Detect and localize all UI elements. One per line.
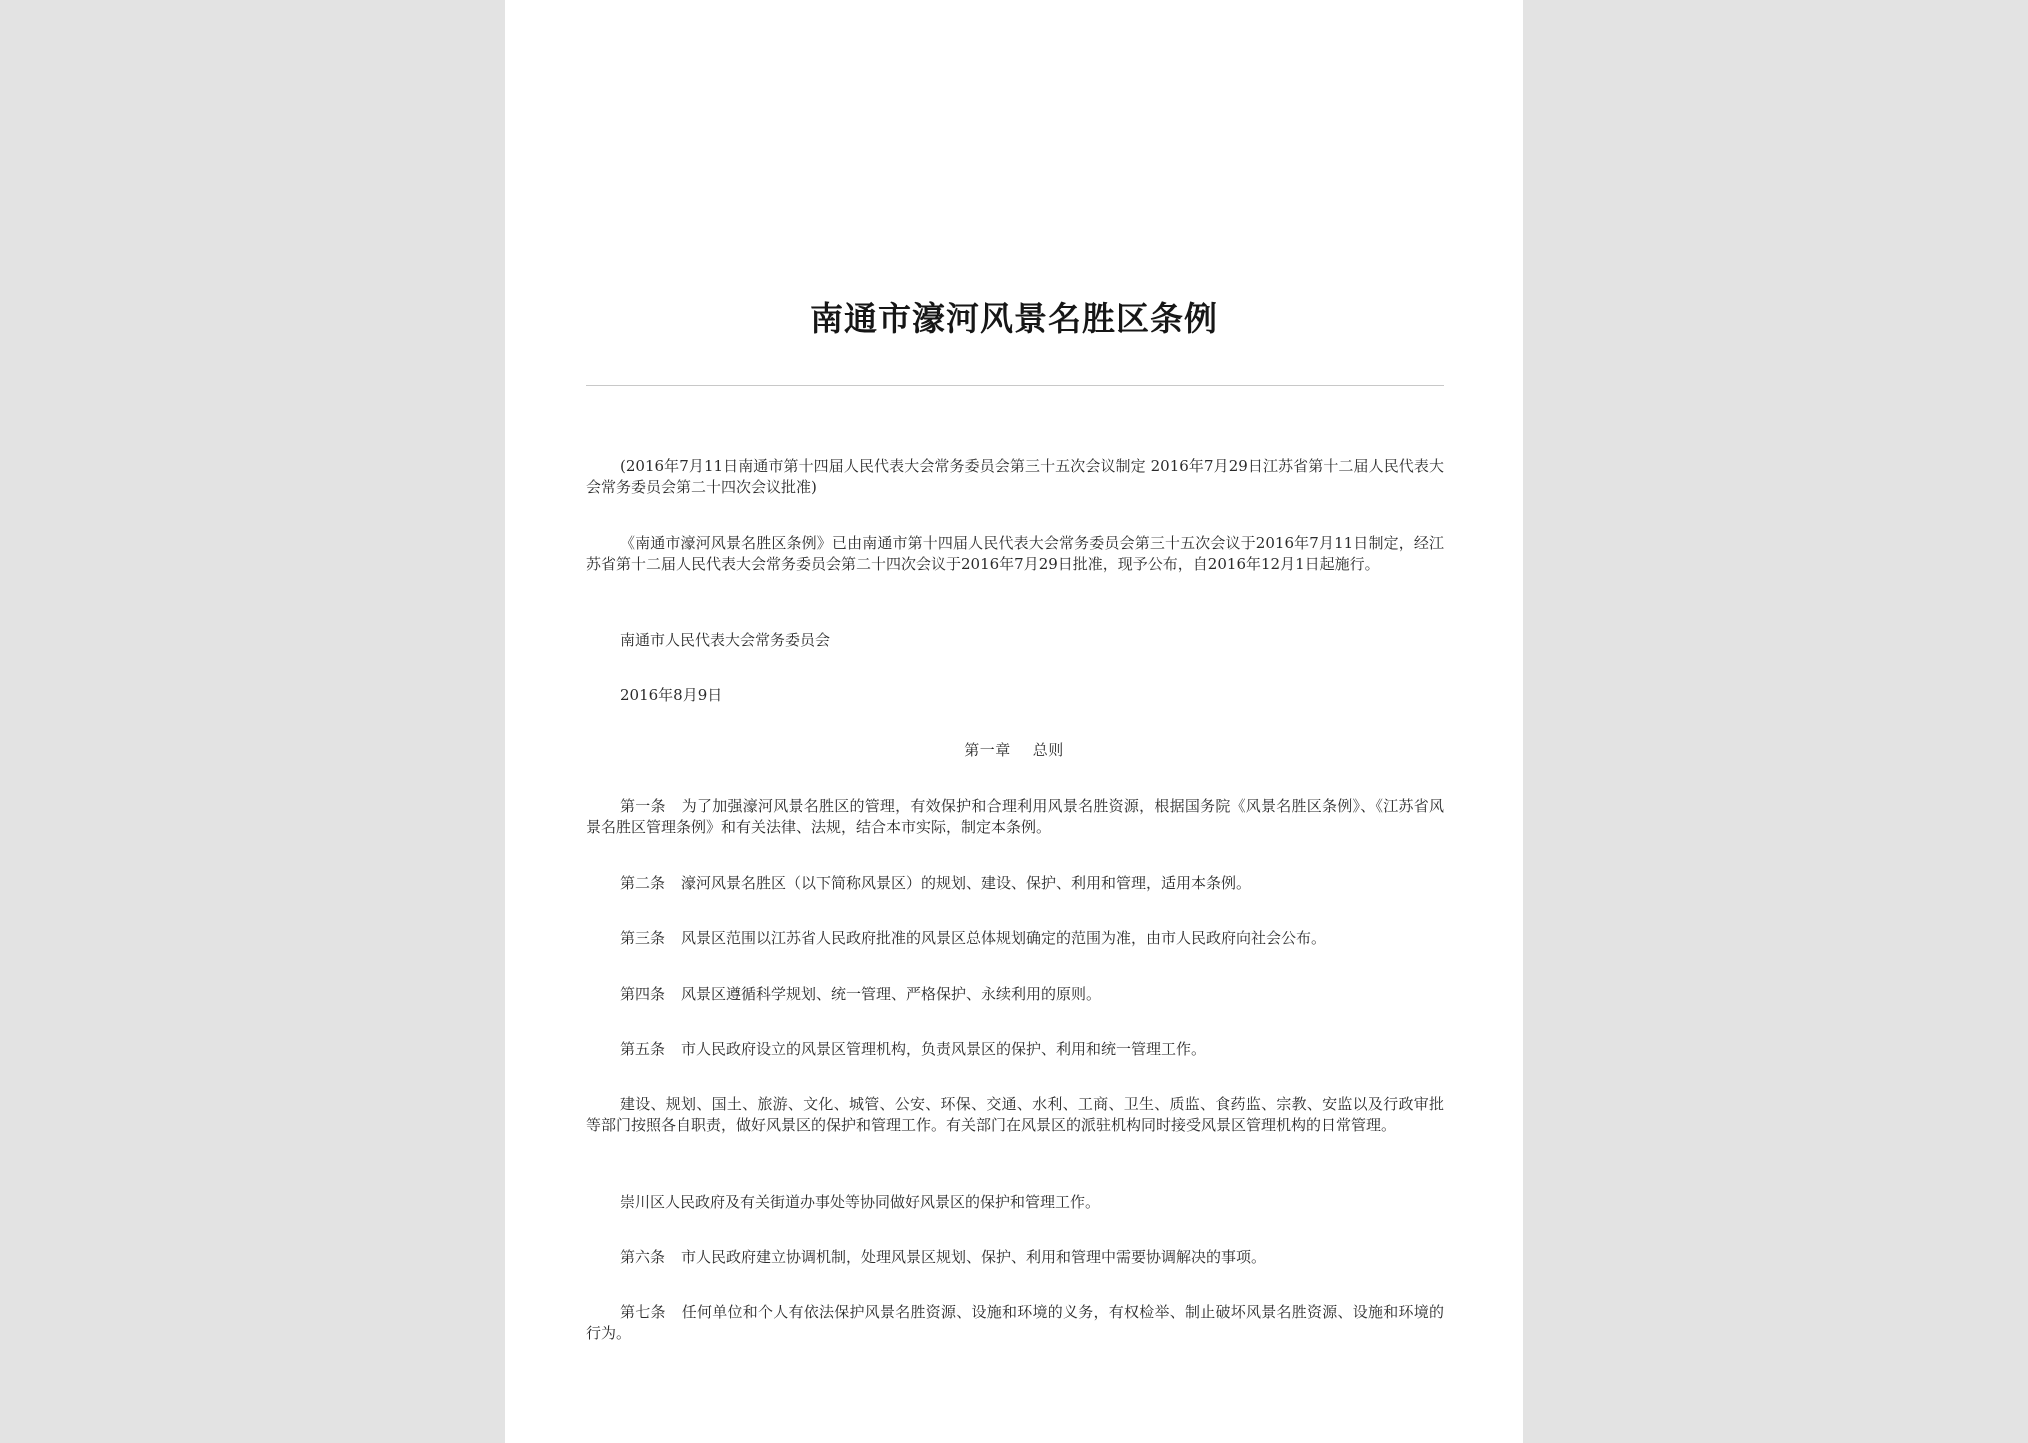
announcement-paragraph: 《南通市濠河风景名胜区条例》已由南通市第十四届人民代表大会常务委员会第三十五次会议于2016年7月11日制定，经江苏省第十二届人民代表大会常务委员会第二十四次会议于2016年7月29日批准，现予公布，自2016年12月1日起施行。 <box>586 534 1444 573</box>
article-5-paragraph-3: 崇川区人民政府及有关街道办事处等协同做好风景区的保护和管理工作。 <box>620 1193 1101 1211</box>
article-5-paragraph-2: 建设、规划、国土、旅游、文化、城管、公安、环保、交通、水利、工商、卫生、质监、食药监、宗教、安监以及行政审批等部门按照各自职责，做好风景区的保护和管理工作。有关部门在风景区的派驻机构同时接受风景区管理机构的日常管理。 <box>586 1095 1444 1134</box>
article-text: 风景区遵循科学规划、统一管理、严格保护、永续利用的原则。 <box>681 985 1102 1003</box>
article-7 <box>586 1302 1444 1344</box>
chapter-heading <box>505 740 1523 761</box>
chapter-name: 总则 <box>1032 741 1064 759</box>
article-text: 濠河风景名胜区（以下简称风景区）的规划、建设、保护、利用和管理，适用本条例。 <box>681 874 1252 892</box>
article-label: 第三条 <box>620 929 666 947</box>
article-text: 任何单位和个人有依法保护风景名胜资源、设施和环境的义务，有权检举、制止破坏风景名胜资源、设施和环境的行为。 <box>586 1303 1444 1342</box>
article-1 <box>586 796 1444 838</box>
article-5 <box>586 1039 1444 1060</box>
article-label: 第四条 <box>620 985 666 1003</box>
document-title: 南通市濠河风景名胜区条例 <box>810 299 1218 338</box>
article-text: 风景区范围以江苏省人民政府批准的风景区总体规划确定的范围为准，由市人民政府向社会公布。 <box>681 929 1327 947</box>
article-label: 第七条 <box>620 1303 666 1321</box>
document-page <box>505 0 1523 1443</box>
chapter-number: 第一章 <box>964 741 1011 759</box>
article-6 <box>586 1247 1444 1268</box>
article-label: 第二条 <box>620 874 666 892</box>
article-4 <box>586 984 1444 1005</box>
article-label: 第五条 <box>620 1040 666 1058</box>
article-3 <box>586 928 1444 949</box>
title-divider <box>586 385 1444 386</box>
article-text: 为了加强濠河风景名胜区的管理，有效保护和合理利用风景名胜资源，根据国务院《风景名胜区条例》、《江苏省风景名胜区管理条例》和有关法律、法规，结合本市实际，制定本条例。 <box>586 797 1444 836</box>
adoption-note: (2016年7月11日南通市第十四届人民代表大会常务委员会第三十五次会议制定 2016年7月29日江苏省第十二届人民代表大会常务委员会第二十四次会议批准) <box>586 457 1444 496</box>
article-2 <box>586 873 1444 894</box>
article-text: 市人民政府设立的风景区管理机构，负责风景区的保护、利用和统一管理工作。 <box>681 1040 1207 1058</box>
article-label: 第六条 <box>620 1248 666 1266</box>
issue-date: 2016年8月9日 <box>620 686 723 704</box>
issuer: 南通市人民代表大会常务委员会 <box>620 631 831 649</box>
article-text: 市人民政府建立协调机制，处理风景区规划、保护、利用和管理中需要协调解决的事项。 <box>681 1248 1267 1266</box>
article-label: 第一条 <box>620 797 666 815</box>
